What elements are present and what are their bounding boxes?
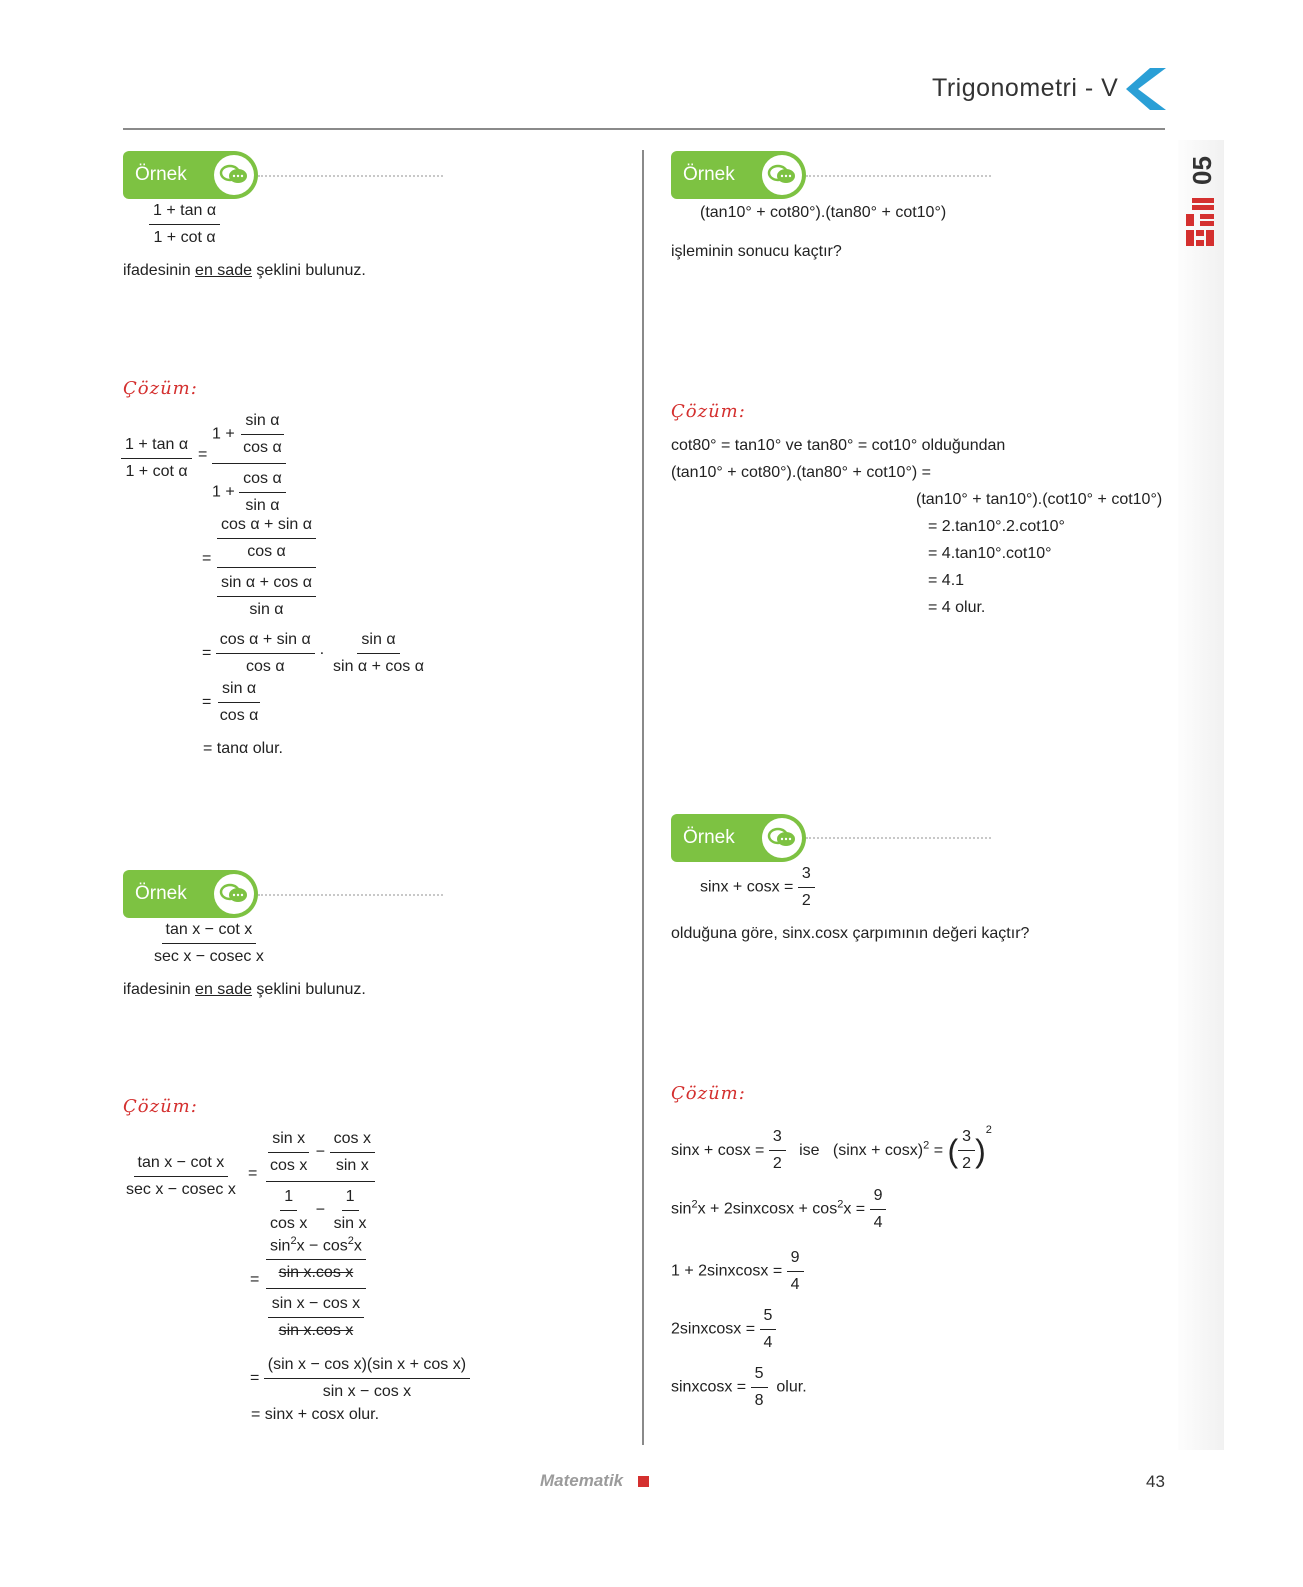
fraction-denominator: 4 bbox=[790, 1276, 800, 1293]
ex4-given bbox=[700, 861, 815, 914]
ise-text: ise bbox=[799, 1142, 820, 1159]
equals-sign: = bbox=[202, 693, 212, 711]
fraction-denominator: cos α bbox=[219, 707, 259, 724]
badge-label: Örnek bbox=[683, 164, 735, 185]
question-text: şeklini bulunuz. bbox=[251, 262, 366, 279]
fraction-denominator: 1 + cot α bbox=[153, 229, 216, 246]
ex2-question bbox=[123, 978, 366, 1002]
olur-text: olur. bbox=[776, 1378, 807, 1396]
ex4-step5 bbox=[671, 1361, 807, 1414]
fraction-denominator: sin α + cos α bbox=[333, 658, 424, 675]
fraction-denominator: sin x bbox=[333, 1215, 367, 1232]
unit-number: 05 bbox=[1186, 155, 1217, 185]
expr-part: sin bbox=[671, 1200, 692, 1218]
dotted-line bbox=[806, 175, 991, 177]
expr-part: 2sinxcosx = bbox=[671, 1320, 756, 1338]
question-underline: en sade bbox=[195, 981, 252, 998]
ex1-complex-fraction bbox=[212, 408, 286, 519]
ex2-step2 bbox=[266, 1228, 366, 1344]
cozum-label: Çözüm: bbox=[671, 1083, 746, 1104]
fraction-numerator: 9 bbox=[870, 1183, 887, 1210]
minus-sign: − bbox=[315, 1143, 326, 1161]
ex3-line: = 2.tan10°.2.cot10° bbox=[928, 518, 1065, 535]
exponent: 2 bbox=[691, 1198, 698, 1211]
ex2-step3 bbox=[250, 1352, 470, 1405]
ex3-expression: (tan10° + cot80°).(tan80° + cot10°) bbox=[700, 204, 947, 221]
ex4-question: olduğuna göre, sinx.cosx çarpımının değeri kaçtır? bbox=[671, 925, 1030, 942]
header-rule bbox=[123, 128, 1165, 130]
fraction-denominator: sec x − cosec x bbox=[126, 1181, 236, 1198]
expr-part: sinxcosx = bbox=[671, 1378, 747, 1396]
equals-sign: = bbox=[202, 550, 212, 567]
fraction-numerator: 1 + tan α bbox=[121, 432, 192, 459]
side-strip bbox=[1178, 140, 1224, 1450]
fraction-denominator: sin x.cos x bbox=[278, 1322, 354, 1340]
equals-sign: = bbox=[198, 446, 208, 463]
equals-sign: = bbox=[202, 644, 212, 662]
one-plus: 1 + bbox=[212, 483, 235, 501]
fraction-numerator: cos α bbox=[239, 466, 286, 493]
fraction-numerator: cos x bbox=[330, 1126, 375, 1153]
square-expression: (sinx + cosx) bbox=[832, 1142, 924, 1159]
fraction-numerator: 3 bbox=[958, 1124, 975, 1151]
fraction-numerator: (sin x − cos x)(sin x + cos x) bbox=[264, 1352, 470, 1379]
ex3-line: (tan10° + tan10°).(cot10° + cot10°) bbox=[916, 491, 1163, 508]
fraction-denominator: cos α bbox=[243, 439, 282, 456]
question-underline: en sade bbox=[195, 262, 252, 279]
fraction-denominator: sec x − cosec x bbox=[154, 948, 264, 965]
equals-sign: = bbox=[933, 1142, 944, 1159]
ex3-result: = 4 olur. bbox=[928, 599, 986, 616]
footer-square-icon bbox=[638, 1476, 649, 1487]
badge-label: Örnek bbox=[683, 827, 735, 848]
ornek-badge bbox=[671, 814, 806, 862]
exponent: 2 bbox=[985, 1124, 992, 1136]
fraction-numerator: tan x − cot x bbox=[134, 1150, 229, 1177]
ex4-step3 bbox=[671, 1245, 804, 1298]
ornek-badge bbox=[671, 151, 806, 199]
fraction-denominator: sin x.cos x bbox=[278, 1264, 354, 1282]
ex3-line: = 4.1 bbox=[928, 572, 965, 589]
fraction-denominator: sin α bbox=[245, 497, 280, 514]
ex2-lhs bbox=[122, 1150, 240, 1203]
fraction-numerator: sin x bbox=[268, 1126, 309, 1153]
ex2-result: = sinx + cosx olur. bbox=[251, 1406, 380, 1423]
brand-logo-icon bbox=[1186, 196, 1216, 248]
cozum-label: Çözüm: bbox=[123, 1096, 198, 1117]
ex3-line: = 4.tan10°.cot10° bbox=[928, 545, 1052, 562]
fraction-numerator: $\sin^2x - \cos^2x$ bbox=[266, 1228, 366, 1260]
exponent: 2 bbox=[837, 1198, 844, 1211]
expr-part: 1 + 2sinxcosx = bbox=[671, 1262, 783, 1280]
ex3-line: (tan10° + cot80°).(tan80° + cot10°) = bbox=[671, 464, 931, 481]
dotted-line bbox=[258, 894, 443, 896]
ex3-question: işleminin sonucu kaçtır? bbox=[671, 243, 842, 260]
badge-label: Örnek bbox=[135, 164, 187, 185]
fraction-denominator: 2 bbox=[801, 892, 811, 909]
badge-label: Örnek bbox=[135, 883, 187, 904]
fraction-denominator: sin x bbox=[335, 1157, 369, 1174]
ex1-step2 bbox=[217, 512, 316, 623]
ex1-lhs bbox=[121, 432, 192, 485]
fraction-denominator: cos x bbox=[270, 1157, 308, 1174]
fraction-numerator: cos α + sin α bbox=[217, 512, 316, 539]
fraction-numerator: sin x − cos x bbox=[268, 1291, 364, 1318]
fraction-denominator: 8 bbox=[754, 1392, 764, 1409]
ornek-badge bbox=[123, 870, 258, 918]
given-text: sinx + cosx = bbox=[700, 878, 794, 896]
ex1-step3 bbox=[202, 627, 428, 680]
fraction-denominator: 4 bbox=[873, 1214, 883, 1231]
fraction-numerator: 9 bbox=[787, 1245, 804, 1272]
ornek-badge bbox=[123, 151, 258, 199]
one-plus: 1 + bbox=[212, 425, 235, 443]
speech-bubbles-icon bbox=[214, 874, 254, 914]
given-text: sinx + cosx = bbox=[671, 1142, 765, 1159]
fraction-denominator: sin α bbox=[249, 601, 284, 618]
fraction-numerator: 1 + tan α bbox=[149, 198, 220, 225]
fraction-numerator: 1 bbox=[280, 1184, 297, 1211]
expr-part: x + 2sinxcosx + cos bbox=[697, 1200, 838, 1218]
speech-bubbles-icon bbox=[762, 155, 802, 195]
fraction-numerator: 3 bbox=[798, 861, 815, 888]
ex2-complex-fraction bbox=[266, 1126, 375, 1237]
fraction-denominator: cos x bbox=[270, 1215, 308, 1232]
ex1-question bbox=[123, 259, 366, 283]
fraction-numerator: sin α bbox=[357, 627, 399, 654]
fraction-denominator: sin x − cos x bbox=[322, 1383, 412, 1400]
fraction-denominator: cos α bbox=[247, 543, 286, 560]
cozum-label: Çözüm: bbox=[671, 401, 746, 422]
page-number: 43 bbox=[1146, 1472, 1165, 1491]
dotted-line bbox=[258, 175, 443, 177]
fraction-numerator: sin α bbox=[218, 676, 260, 703]
fraction-numerator: cos α + sin α bbox=[216, 627, 315, 654]
fraction-numerator: 5 bbox=[751, 1361, 768, 1388]
ex1-expression bbox=[149, 198, 220, 251]
exponent: 2 bbox=[923, 1139, 930, 1152]
fraction-denominator: 4 bbox=[763, 1334, 773, 1351]
ex1-result: = tanα olur. bbox=[203, 740, 283, 757]
fraction-numerator: sin α bbox=[241, 408, 283, 435]
equals-sign: = bbox=[248, 1165, 258, 1182]
fraction-denominator: 2 bbox=[962, 1155, 972, 1173]
fraction-numerator: sin α + cos α bbox=[217, 570, 316, 597]
expr-part: x = bbox=[843, 1200, 866, 1218]
ex4-step2 bbox=[671, 1183, 886, 1236]
column-divider bbox=[642, 150, 644, 1445]
chevron-left-icon bbox=[1124, 66, 1168, 112]
fraction-numerator: 1 bbox=[342, 1184, 359, 1211]
fraction-numerator: 5 bbox=[760, 1303, 777, 1330]
times-dot: · bbox=[319, 644, 325, 662]
page-title: Trigonometri - V bbox=[932, 74, 1119, 102]
ex2-expression bbox=[150, 917, 268, 970]
dotted-line bbox=[806, 837, 991, 839]
cozum-label: Çözüm: bbox=[123, 378, 198, 399]
speech-bubbles-icon bbox=[214, 155, 254, 195]
question-text: şeklini bulunuz. bbox=[251, 981, 366, 998]
fraction-denominator: cos α bbox=[245, 658, 285, 675]
ex4-step4 bbox=[671, 1303, 776, 1356]
fraction-numerator: 3 bbox=[769, 1124, 786, 1151]
question-text: ifadesinin bbox=[123, 981, 196, 998]
ex3-line: cot80° = tan10° ve tan80° = cot10° olduğundan bbox=[671, 437, 1006, 454]
fraction-numerator: tan x − cot x bbox=[162, 917, 257, 944]
ex4-step1: sinx + cosx = $\frac{3}{2}$ ise $(\sin x + \cos x)^2$ = ( $\frac{3}{2}$ )$^2$ bbox=[671, 1118, 992, 1177]
ex1-step4 bbox=[202, 676, 262, 729]
fraction-denominator: 2 bbox=[772, 1155, 782, 1173]
equals-sign: = bbox=[250, 1271, 260, 1288]
equals-sign: = bbox=[250, 1369, 260, 1387]
question-text: ifadesinin bbox=[123, 262, 196, 279]
speech-bubbles-icon bbox=[762, 818, 802, 858]
minus-sign: − bbox=[315, 1201, 326, 1219]
footer-subject: Matematik bbox=[540, 1471, 624, 1490]
fraction-denominator: 1 + cot α bbox=[125, 463, 188, 480]
